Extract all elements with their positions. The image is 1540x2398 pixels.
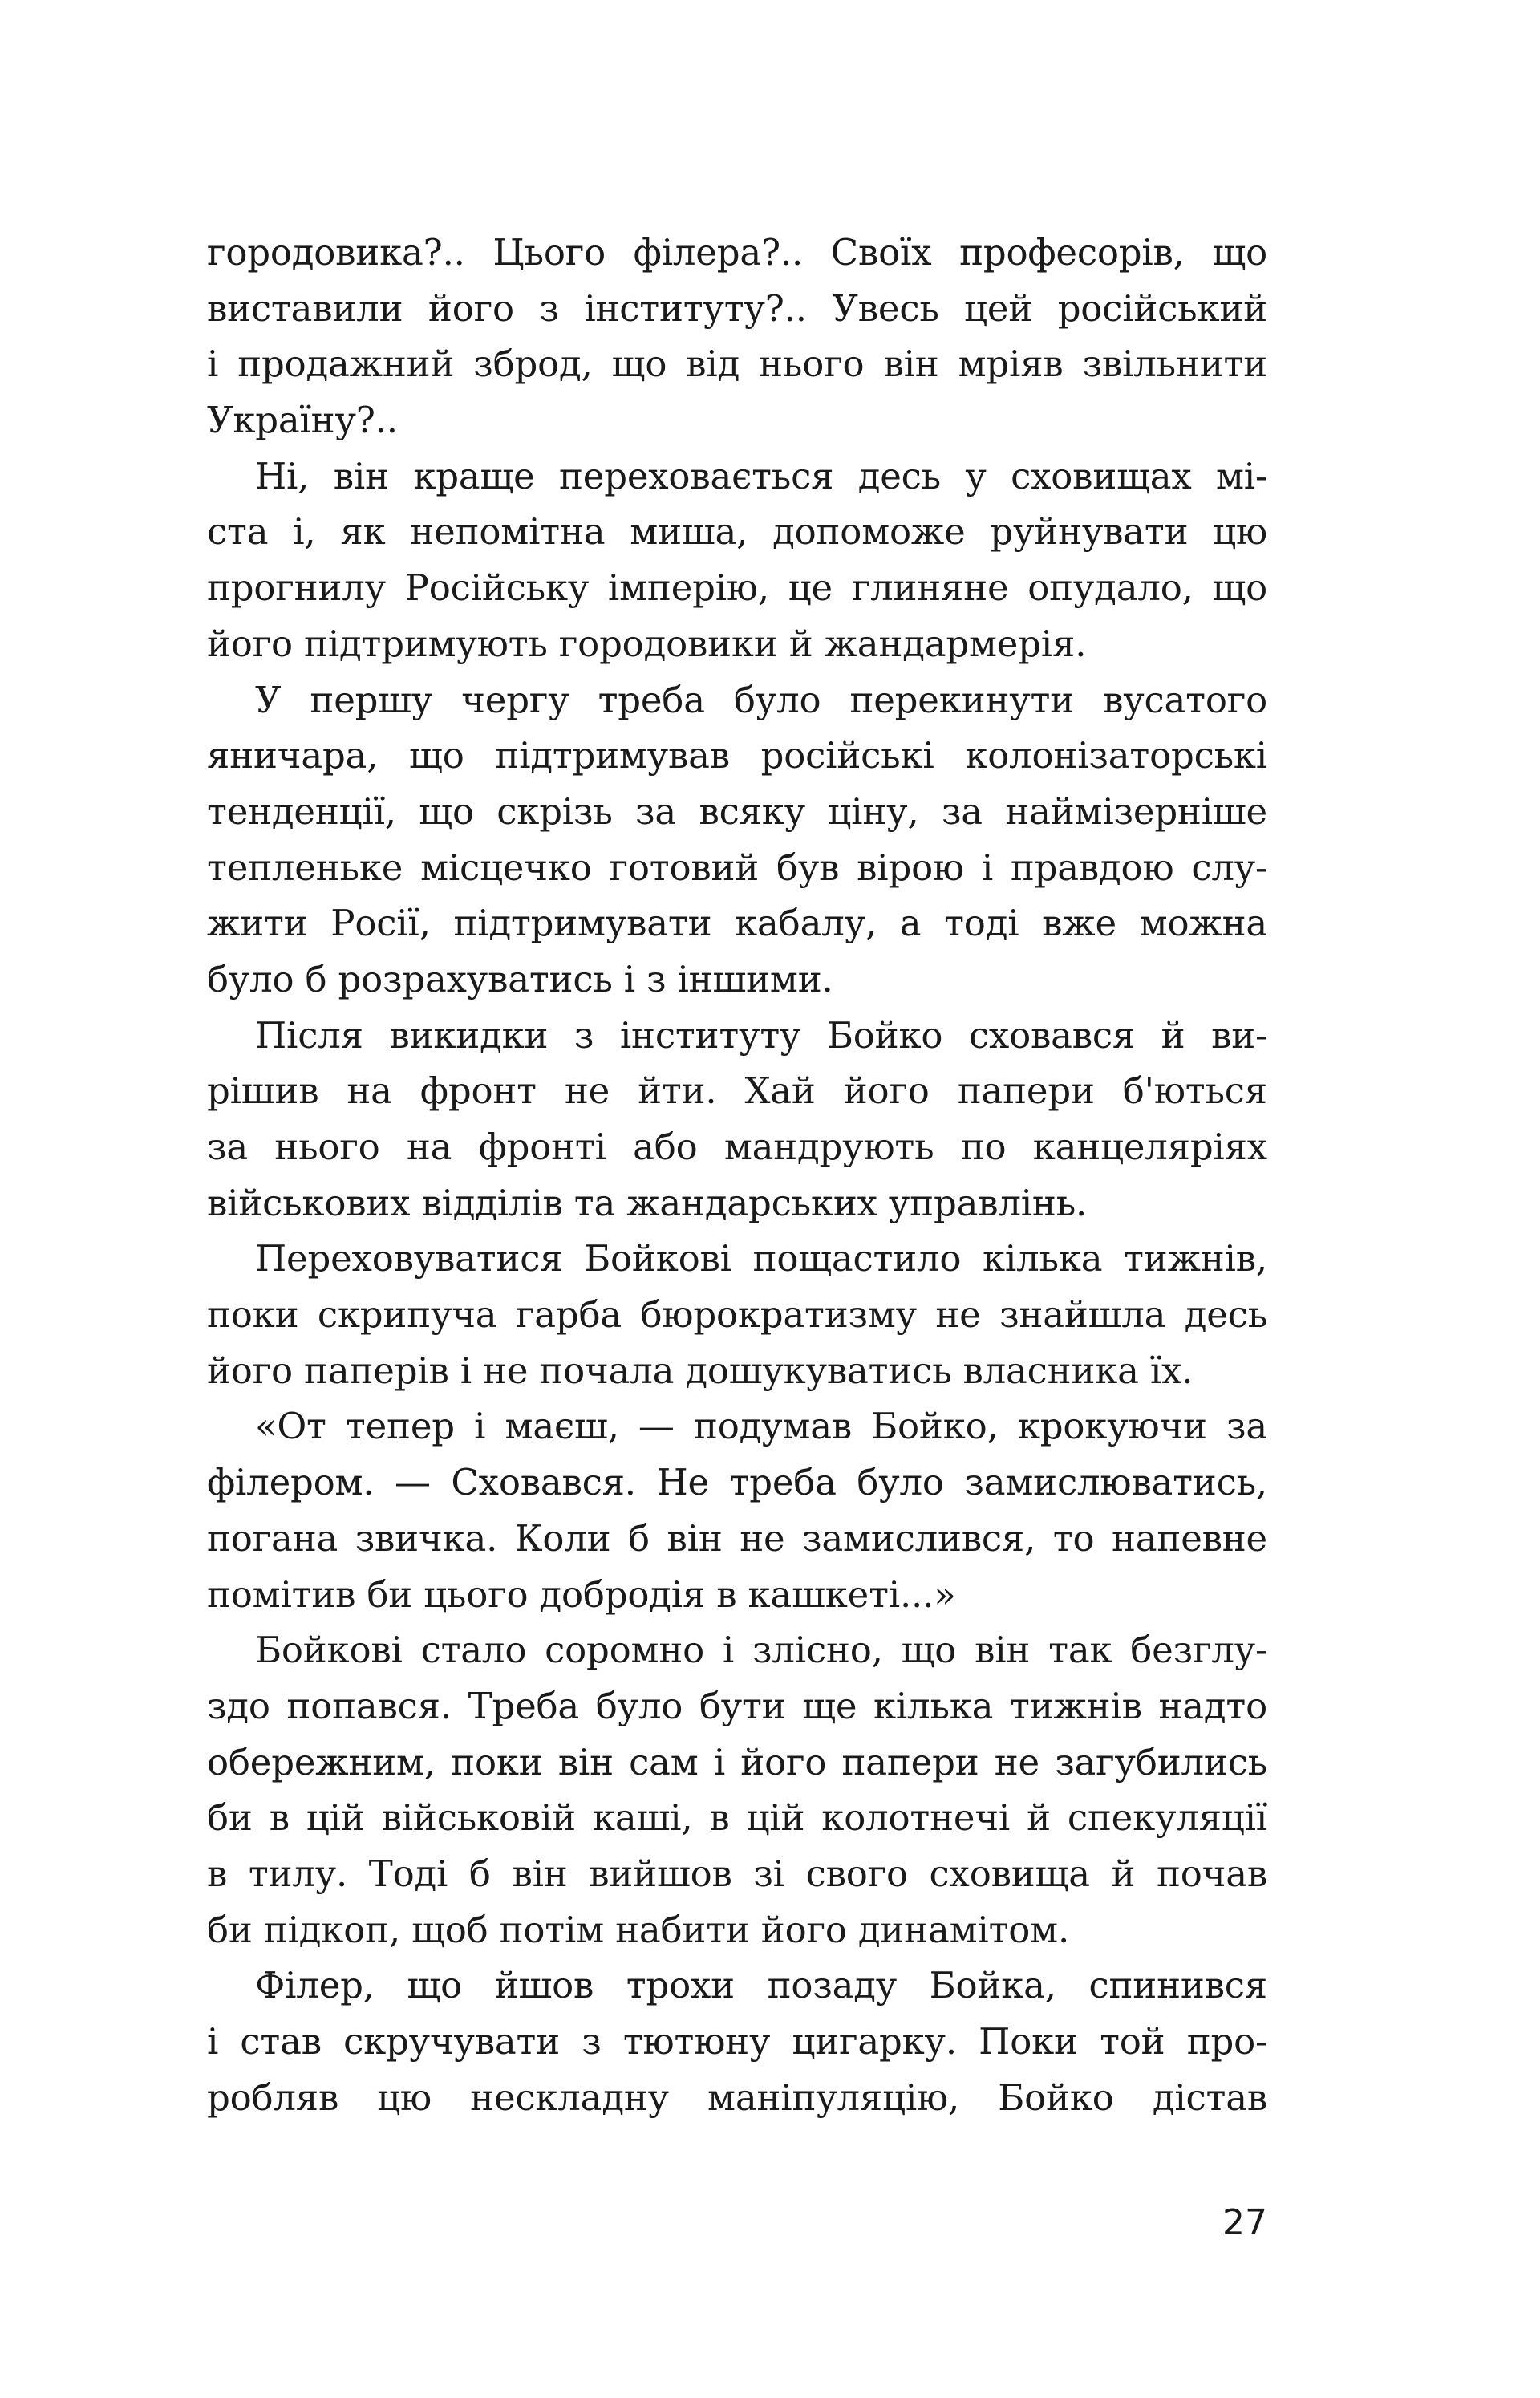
text-line: прогнилу Російську імперію, це глиняне опудало, що: [207, 566, 1267, 610]
text-line: рішив на фронт не йти. Хай його папери б'ються: [207, 1069, 1267, 1113]
text-line: і став скручувати з тютюну цигарку. Поки той про-: [207, 2020, 1267, 2063]
text-line: Філер, що йшов трохи позаду Бойка, спинився: [255, 1964, 1267, 2007]
text-line: поки скрипуча гарба бюрократизму не знайшла десь: [207, 1293, 1267, 1337]
text-line: обережним, поки він сам і його папери не загубились: [207, 1740, 1267, 1783]
text-line: Україну?..: [207, 399, 398, 442]
text-line: військових відділів та жандарських управлінь.: [207, 1181, 1088, 1224]
text-line: його підтримують городовики й жандармерія.: [207, 622, 1087, 665]
text-line: філером. — Сховався. Не треба було замислюватись,: [207, 1461, 1267, 1504]
text-line: «От тепер і маєш, — подумав Бойко, крокуючи за: [255, 1405, 1267, 1448]
text-line: тенденції, що скрізь за всяку ціну, за наймізерніше: [207, 789, 1267, 833]
text-line: і продажний зброд, що від нього він мріяв звільнити: [207, 343, 1267, 386]
text-line: жити Росії, підтримувати кабалу, а тоді вже можна: [207, 902, 1267, 945]
text-line: ста і, як непомітна миша, допоможе руйнувати цю: [207, 510, 1267, 554]
text-line: би підкоп, щоб потім набити його динамітом.: [207, 1908, 1070, 1951]
text-line: за нього на фронті або мандрують по канцеляріях: [207, 1126, 1267, 1168]
text-line: Переховуватися Бойкові пощастило кілька тижнів,: [255, 1237, 1267, 1280]
text-line: Після викидки з інституту Бойко сховався й ви-: [255, 1013, 1267, 1057]
text-line: виставили його з інституту?.. Увесь цей російський: [207, 286, 1267, 330]
text-line: яничара, що підтримував російські колонізаторські: [207, 734, 1267, 777]
text-line: тепленьке місцечко готовий був вірою і правдою слу-: [207, 846, 1267, 889]
text-line: робляв цю нескладну маніпуляцію, Бойко дістав: [207, 2075, 1267, 2119]
text-line: помітив би цього добродія в кашкеті...»: [207, 1572, 956, 1616]
text-line: би в цій військовій каші, в цій колотнечі й спекуляції: [207, 1796, 1267, 1840]
text-line: Бойкові стало соромно і злісно, що він так безглу-: [255, 1629, 1267, 1672]
text-line: городовика?.. Цього філера?.. Своїх професорів, що: [207, 231, 1267, 274]
text-line: в тилу. Тоді б він вийшов зі свого сховища й почав: [207, 1852, 1267, 1895]
page-number: 27: [1222, 2202, 1267, 2243]
text-line: його паперів і не почала дошукуватись власника їх.: [207, 1349, 1194, 1392]
body-text: [207, 225, 1267, 2125]
text-line: У першу чергу треба було перекинути вусатого: [255, 678, 1267, 721]
text-line: Ні, він краще переховається десь у сховищах мі-: [255, 454, 1267, 497]
text-line: здо попався. Треба було бути ще кілька тижнів надто: [207, 1684, 1267, 1727]
text-line: було б розрахуватись і з іншими.: [207, 957, 833, 1000]
text-line: погана звичка. Коли б він не замислився, то напевне: [207, 1516, 1267, 1560]
